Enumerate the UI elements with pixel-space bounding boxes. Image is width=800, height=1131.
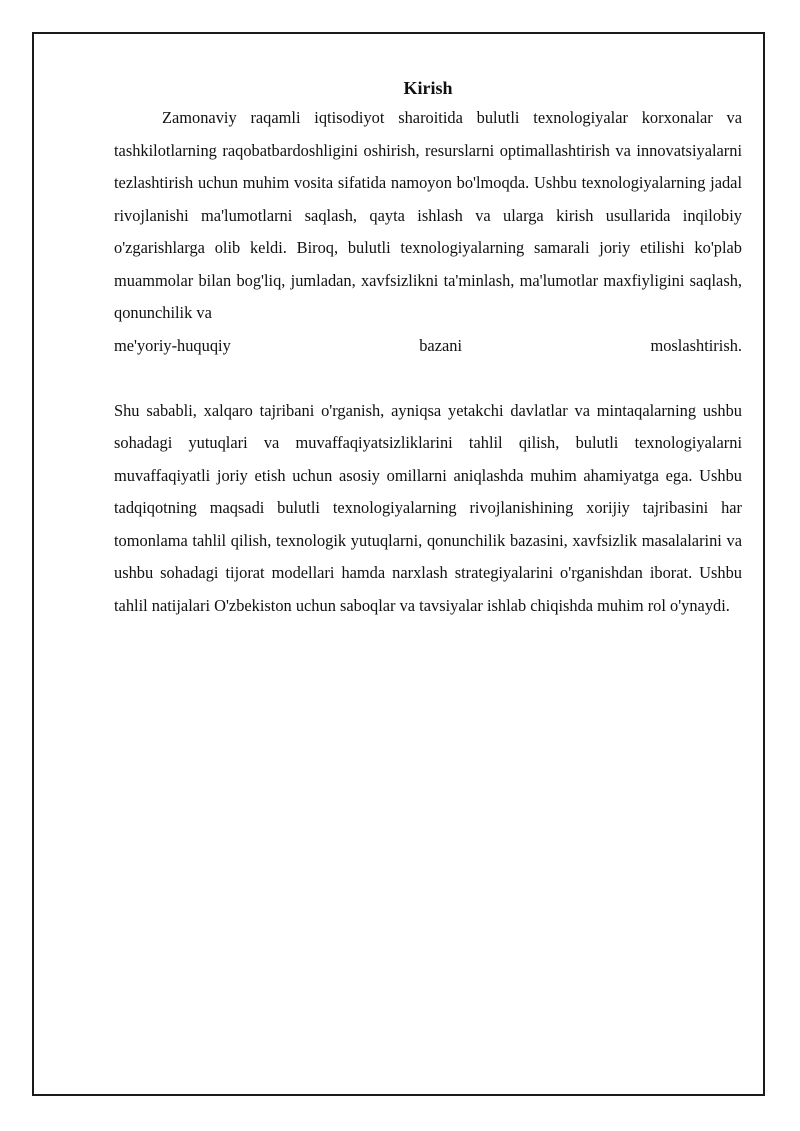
paragraph-1: Zamonaviy raqamli iqtisodiyot sharoitida bulutli texnologiyalar korxonalar va tashkilotlarning raqobatbardoshligini oshirish, resurslarni optimallashtirish va innovatsiyalarni tezlashtirish uchun muhim vosita sifatida namoyon bo'lmoqda. Ushbu texnologiyalarning jadal rivojlanishi ma'lumotlarni saqlash, qayta ishlash va ularga kirish usullarida inqilobiy o'zgarishlarga olib keldi. Biroq, bulutli texnologiyalarning samarali joriy etilishi ko'plab muammolar bilan bog'liq, jumladan, xavfsizlikni ta'minlash, ma'lumotlar maxfiyligini saqlash, qonunchilik va: [114, 108, 742, 322]
paragraph-2: Shu sababli, xalqaro tajribani o'rganish, ayniqsa yetakchi davlatlar va mintaqalarning ushbu sohadagi yutuqlari va muvaffaqiyatsizliklarini tahlil qilish, bulutli texnologiyalarni muvaffaqiyatli joriy etish uchun asosiy omillarni aniqlashda muhim ahamiyatga ega. Ushbu tadqiqotning maqsadi bulutli texnologiyalarning rivojlanishining xorijiy tajribasini har tomonlama tahlil qilish, texnologik yutuqlarni, qonunchilik bazasini, xavfsizlik masalalarini va ushbu sohadagi tijorat modellari hamda narxlash strategiyalarini o'rganishdan iborat. Ushbu tahlil natijalari O'zbekiston uchun saboqlar va tavsiyalar ishlab chiqishda muhim rol o'ynaydi.: [114, 400, 742, 615]
document-title: Kirish: [403, 78, 453, 98]
paragraph-spacer: [114, 362, 742, 395]
document-body: [114, 74, 742, 622]
paragraph-1-last-line: me'yoriy-huquqiy bazani moslashtirish.: [114, 335, 742, 355]
